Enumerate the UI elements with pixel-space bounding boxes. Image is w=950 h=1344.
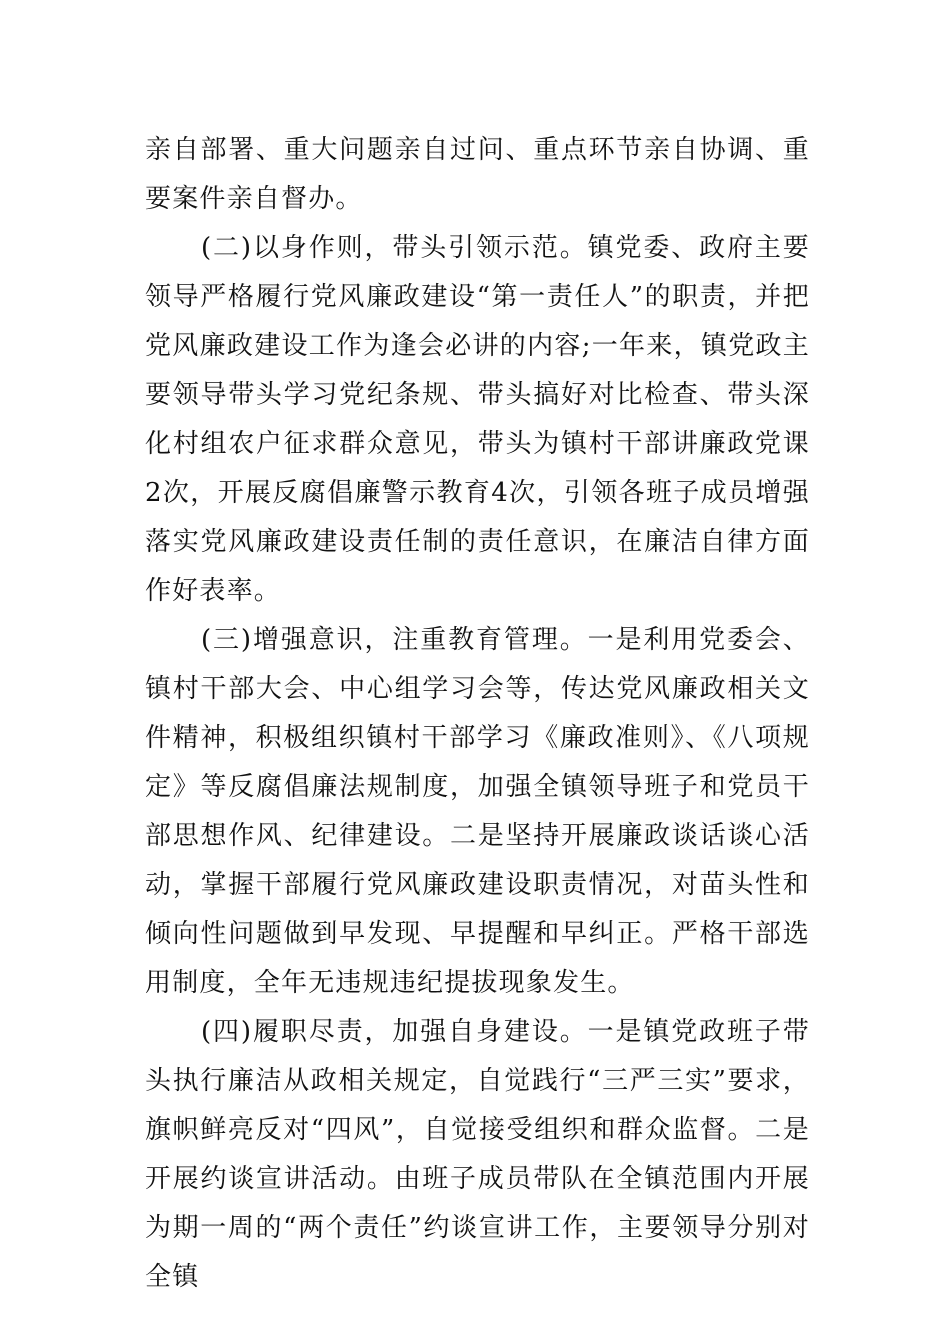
- paragraph-section-2: (二)以身作则，带头引领示范。镇党委、政府主要领导严格履行党风廉政建设“第一责任人”的职责，并把党风廉政建设工作为逢会必讲的内容;一年来，镇党政主要领导带头学习党纪条规、带头搞好对比检查、带头深化村组农户征求群众意见，带头为镇村干部讲廉政党课2次，开展反腐倡廉警示教育4次，引领各班子成员增强落实党风廉政建设责任制的责任意识，在廉洁自律方面作好表率。: [145, 233, 810, 606]
- paragraph-section-3: (三)增强意识，注重教育管理。一是利用党委会、镇村干部大会、中心组学习会等，传达党风廉政相关文件精神，积极组织镇村干部学习《廉政准则》、《八项规定》等反腐倡廉法规制度，加强全镇领导班子和党员干部思想作风、纪律建设。二是坚持开展廉政谈话谈心活动，掌握干部履行党风廉政建设职责情况，对苗头性和倾向性问题做到早发现、早提醒和早纠正。严格干部选用制度，全年无违规违纪提拔现象发生。: [145, 625, 810, 998]
- document-body: [145, 126, 810, 1302]
- paragraph-continuation: 亲自部署、重大问题亲自过问、重点环节亲自协调、重要案件亲自督办。: [145, 135, 810, 214]
- paragraph-section-4: (四)履职尽责，加强自身建设。一是镇党政班子带头执行廉洁从政相关规定，自觉践行“三严三实”要求，旗帜鲜亮反对“四风”，自觉接受组织和群众监督。二是开展约谈宣讲活动。由班子成员带队在全镇范围内开展为期一周的“两个责任”约谈宣讲工作，主要领导分别对全镇: [145, 1017, 810, 1292]
